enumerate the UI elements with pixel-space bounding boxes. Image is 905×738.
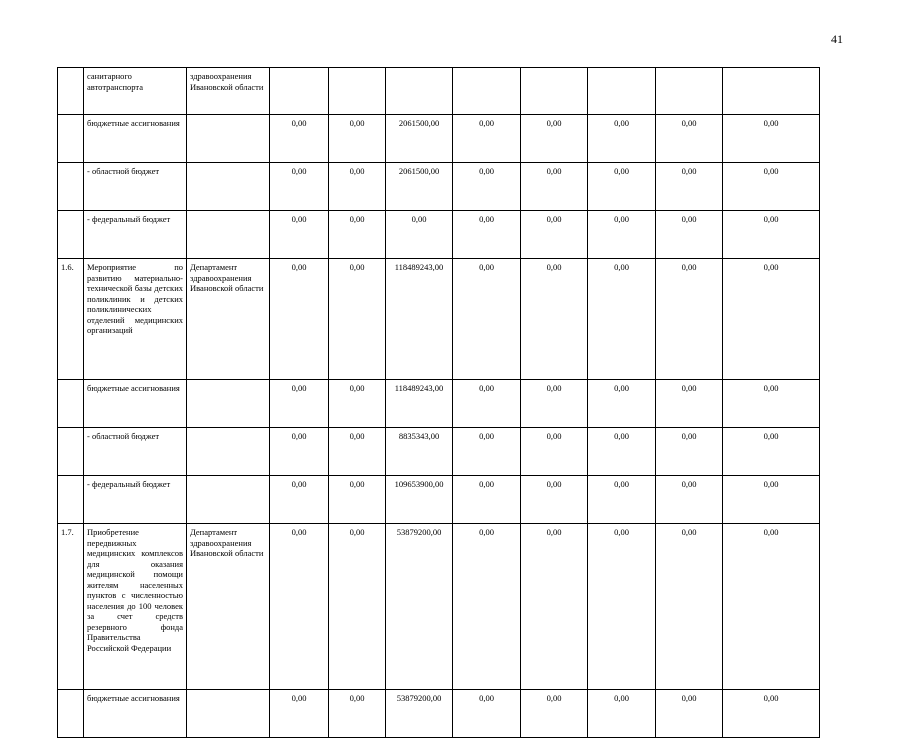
- value-cell: 0,00: [588, 476, 656, 524]
- value-cell: 0,00: [656, 163, 723, 211]
- value-cell: [723, 68, 820, 115]
- value-cell: 0,00: [521, 690, 588, 738]
- value-cell: 0,00: [521, 380, 588, 428]
- value-cell: 0,00: [329, 115, 386, 163]
- executor-cell: [187, 476, 270, 524]
- value-cell: [521, 68, 588, 115]
- item-name-cell: - федеральный бюджет: [84, 211, 187, 259]
- value-cell: 0,00: [723, 428, 820, 476]
- value-cell: 0,00: [453, 211, 521, 259]
- value-cell: 109653900,00: [386, 476, 453, 524]
- value-cell: 0,00: [329, 163, 386, 211]
- value-cell: 0,00: [656, 428, 723, 476]
- item-name-cell: Приобретение передвижных медицинских комплексов для оказания медицинской помощи жителям населенных пунктов с численностью населения до 100 человек за счет средств резервного фонда Правительства Российской Федерации: [84, 524, 187, 690]
- value-cell: 0,00: [453, 476, 521, 524]
- value-cell: [329, 68, 386, 115]
- value-cell: 0,00: [329, 476, 386, 524]
- value-cell: 0,00: [270, 211, 329, 259]
- value-cell: 0,00: [656, 524, 723, 690]
- value-cell: 118489243,00: [386, 380, 453, 428]
- table-row: [58, 428, 820, 476]
- value-cell: [270, 68, 329, 115]
- value-cell: 0,00: [521, 428, 588, 476]
- value-cell: 0,00: [521, 211, 588, 259]
- value-cell: [453, 68, 521, 115]
- value-cell: 2061500,00: [386, 163, 453, 211]
- page-number: 41: [831, 32, 843, 46]
- item-name-cell: бюджетные ассигнования: [84, 380, 187, 428]
- table-row: [58, 115, 820, 163]
- value-cell: 0,00: [656, 690, 723, 738]
- executor-cell: [187, 428, 270, 476]
- row-number-cell: [58, 211, 84, 259]
- row-number-cell: [58, 115, 84, 163]
- value-cell: 0,00: [723, 476, 820, 524]
- value-cell: 0,00: [588, 259, 656, 380]
- value-cell: 0,00: [723, 211, 820, 259]
- row-number-cell: [58, 163, 84, 211]
- value-cell: 0,00: [453, 428, 521, 476]
- executor-cell: Департамент здравоохранения Ивановской области: [187, 524, 270, 690]
- value-cell: 0,00: [588, 428, 656, 476]
- value-cell: [588, 68, 656, 115]
- executor-cell: [187, 211, 270, 259]
- table-row: [58, 690, 820, 738]
- value-cell: 0,00: [453, 690, 521, 738]
- value-cell: 0,00: [723, 380, 820, 428]
- item-name-cell: бюджетные ассигнования: [84, 115, 187, 163]
- value-cell: 0,00: [329, 211, 386, 259]
- table-row: [58, 211, 820, 259]
- value-cell: 0,00: [588, 690, 656, 738]
- value-cell: 0,00: [270, 428, 329, 476]
- value-cell: 8835343,00: [386, 428, 453, 476]
- table-row: [58, 524, 820, 690]
- value-cell: 0,00: [453, 163, 521, 211]
- value-cell: 0,00: [521, 163, 588, 211]
- value-cell: 0,00: [656, 380, 723, 428]
- table-row: [58, 163, 820, 211]
- value-cell: 118489243,00: [386, 259, 453, 380]
- value-cell: 0,00: [270, 524, 329, 690]
- value-cell: 0,00: [656, 476, 723, 524]
- value-cell: [656, 68, 723, 115]
- executor-cell: [187, 690, 270, 738]
- executor-cell: [187, 163, 270, 211]
- table-body: [58, 68, 820, 738]
- value-cell: 53879200,00: [386, 690, 453, 738]
- value-cell: 0,00: [521, 524, 588, 690]
- table-row: [58, 259, 820, 380]
- item-name-cell: Мероприятие по развитию материально-технической базы детских поликлиник и детских поликлинических отделений медицинских организаций: [84, 259, 187, 380]
- value-cell: 0,00: [329, 428, 386, 476]
- value-cell: 0,00: [656, 259, 723, 380]
- executor-cell: [187, 380, 270, 428]
- row-number-cell: 1.6.: [58, 259, 84, 380]
- value-cell: 0,00: [270, 380, 329, 428]
- table-row: [58, 476, 820, 524]
- row-number-cell: [58, 380, 84, 428]
- value-cell: 0,00: [329, 380, 386, 428]
- item-name-cell: бюджетные ассигнования: [84, 690, 187, 738]
- row-number-cell: 1.7.: [58, 524, 84, 690]
- value-cell: 0,00: [723, 690, 820, 738]
- value-cell: 0,00: [329, 259, 386, 380]
- table-row: [58, 380, 820, 428]
- value-cell: 0,00: [453, 524, 521, 690]
- value-cell: 0,00: [723, 524, 820, 690]
- value-cell: 0,00: [521, 115, 588, 163]
- value-cell: 0,00: [656, 211, 723, 259]
- item-name-cell: - федеральный бюджет: [84, 476, 187, 524]
- value-cell: 0,00: [588, 115, 656, 163]
- value-cell: 0,00: [588, 380, 656, 428]
- value-cell: 0,00: [588, 211, 656, 259]
- value-cell: 0,00: [521, 476, 588, 524]
- value-cell: 0,00: [723, 259, 820, 380]
- value-cell: 0,00: [588, 163, 656, 211]
- value-cell: 0,00: [656, 115, 723, 163]
- executor-cell: Департамент здравоохранения Ивановской области: [187, 259, 270, 380]
- value-cell: 0,00: [270, 259, 329, 380]
- item-name-cell: санитарного автотранспорта: [84, 68, 187, 115]
- value-cell: 0,00: [588, 524, 656, 690]
- row-number-cell: [58, 690, 84, 738]
- row-number-cell: [58, 428, 84, 476]
- value-cell: 0,00: [453, 115, 521, 163]
- row-number-cell: [58, 68, 84, 115]
- value-cell: 0,00: [453, 380, 521, 428]
- value-cell: 0,00: [723, 115, 820, 163]
- value-cell: 0,00: [270, 476, 329, 524]
- value-cell: 0,00: [329, 690, 386, 738]
- budget-table: [57, 67, 820, 738]
- value-cell: [386, 68, 453, 115]
- value-cell: 0,00: [723, 163, 820, 211]
- row-number-cell: [58, 476, 84, 524]
- value-cell: 0,00: [453, 259, 521, 380]
- value-cell: 0,00: [329, 524, 386, 690]
- value-cell: 0,00: [270, 115, 329, 163]
- item-name-cell: - областной бюджет: [84, 428, 187, 476]
- value-cell: 0,00: [270, 690, 329, 738]
- value-cell: 53879200,00: [386, 524, 453, 690]
- value-cell: 0,00: [270, 163, 329, 211]
- value-cell: 2061500,00: [386, 115, 453, 163]
- executor-cell: здравоохранения Ивановской области: [187, 68, 270, 115]
- item-name-cell: - областной бюджет: [84, 163, 187, 211]
- value-cell: 0,00: [521, 259, 588, 380]
- value-cell: 0,00: [386, 211, 453, 259]
- table-row: [58, 68, 820, 115]
- executor-cell: [187, 115, 270, 163]
